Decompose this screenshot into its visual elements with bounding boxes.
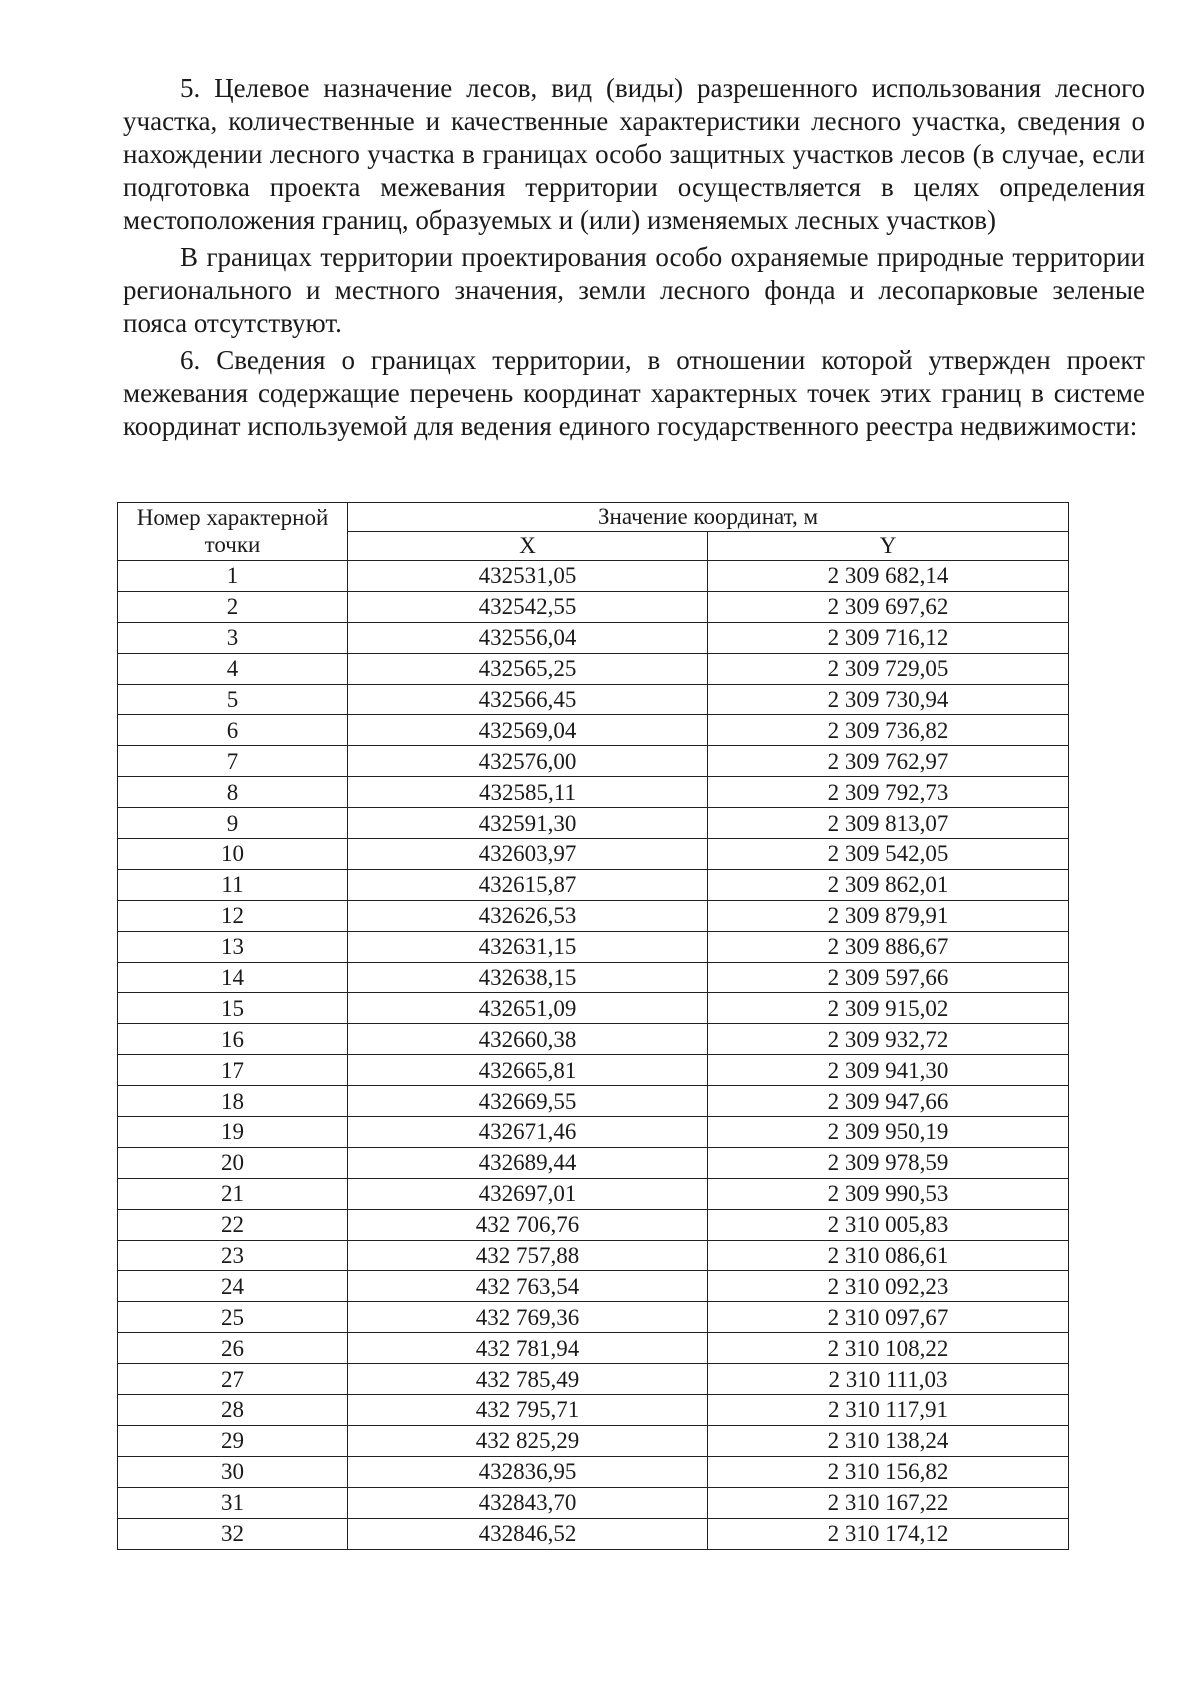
table-row xyxy=(118,1364,1069,1395)
y-coordinate-cell: 2 309 990,53 xyxy=(708,1178,1069,1209)
x-coordinate-cell: 432542,55 xyxy=(348,591,708,622)
x-coordinate-cell: 432 785,49 xyxy=(348,1364,708,1395)
point-number-cell: 17 xyxy=(118,1055,348,1086)
x-coordinate-cell: 432 769,36 xyxy=(348,1302,708,1333)
y-coordinate-cell: 2 309 978,59 xyxy=(708,1147,1069,1178)
table-row xyxy=(118,1055,1069,1086)
point-number-cell: 4 xyxy=(118,653,348,684)
x-coordinate-cell: 432689,44 xyxy=(348,1147,708,1178)
x-coordinate-cell: 432615,87 xyxy=(348,869,708,900)
table-row xyxy=(118,1178,1069,1209)
point-number-cell: 21 xyxy=(118,1178,348,1209)
point-number-cell: 9 xyxy=(118,808,348,839)
point-number-cell: 27 xyxy=(118,1364,348,1395)
x-coordinate-cell: 432671,46 xyxy=(348,1117,708,1148)
header-point-number: Номер характерной точки xyxy=(118,503,348,561)
table-row xyxy=(118,622,1069,653)
y-coordinate-cell: 2 310 167,22 xyxy=(708,1487,1069,1518)
y-coordinate-cell: 2 310 156,82 xyxy=(708,1456,1069,1487)
y-coordinate-cell: 2 309 950,19 xyxy=(708,1117,1069,1148)
point-number-cell: 12 xyxy=(118,900,348,931)
x-coordinate-cell: 432 706,76 xyxy=(348,1209,708,1240)
x-coordinate-cell: 432531,05 xyxy=(348,561,708,592)
y-coordinate-cell: 2 309 730,94 xyxy=(708,684,1069,715)
point-number-cell: 16 xyxy=(118,1024,348,1055)
y-coordinate-cell: 2 310 117,91 xyxy=(708,1395,1069,1426)
x-coordinate-cell: 432697,01 xyxy=(348,1178,708,1209)
point-number-cell: 5 xyxy=(118,684,348,715)
section-5-body: В границах территории проектирования особо охраняемые природные территории регионального и местного значения, земли лесного фонда и лесопарковые зеленые пояса отсутствуют. xyxy=(123,242,1145,338)
table-row xyxy=(118,777,1069,808)
section-5-heading: 5. Целевое назначение лесов, вид (виды) разрешенного использования лесного участка, количественные и качественные характеристики лесного участка, сведения о нахождении лесного участка в границах особо защитных участков лесов (в случае, если подготовка проекта межевания территории осуществляется в целях определения местоположения границ, образуемых и (или) изменяемых лесных участков) xyxy=(123,73,1145,235)
y-coordinate-cell: 2 309 697,62 xyxy=(708,591,1069,622)
point-number-cell: 8 xyxy=(118,777,348,808)
y-coordinate-cell: 2 309 915,02 xyxy=(708,993,1069,1024)
y-coordinate-cell: 2 309 682,14 xyxy=(708,561,1069,592)
x-coordinate-cell: 432603,97 xyxy=(348,839,708,870)
table-row xyxy=(118,1271,1069,1302)
point-number-cell: 22 xyxy=(118,1209,348,1240)
table-row xyxy=(118,839,1069,870)
header-x: X xyxy=(348,532,708,561)
point-number-cell: 6 xyxy=(118,715,348,746)
y-coordinate-cell: 2 309 736,82 xyxy=(708,715,1069,746)
y-coordinate-cell: 2 309 716,12 xyxy=(708,622,1069,653)
table-row xyxy=(118,1117,1069,1148)
table-row xyxy=(118,653,1069,684)
x-coordinate-cell: 432665,81 xyxy=(348,1055,708,1086)
point-number-cell: 18 xyxy=(118,1086,348,1117)
y-coordinate-cell: 2 309 886,67 xyxy=(708,931,1069,962)
y-coordinate-cell: 2 309 862,01 xyxy=(708,869,1069,900)
table-row xyxy=(118,1456,1069,1487)
table-row xyxy=(118,931,1069,962)
x-coordinate-cell: 432556,04 xyxy=(348,622,708,653)
table-row xyxy=(118,993,1069,1024)
x-coordinate-cell: 432626,53 xyxy=(348,900,708,931)
point-number-cell: 31 xyxy=(118,1487,348,1518)
y-coordinate-cell: 2 310 138,24 xyxy=(708,1425,1069,1456)
x-coordinate-cell: 432566,45 xyxy=(348,684,708,715)
y-coordinate-cell: 2 309 879,91 xyxy=(708,900,1069,931)
x-coordinate-cell: 432660,38 xyxy=(348,1024,708,1055)
x-coordinate-cell: 432651,09 xyxy=(348,993,708,1024)
table-row xyxy=(118,869,1069,900)
table-row xyxy=(118,684,1069,715)
document-text xyxy=(123,72,1145,443)
point-number-cell: 10 xyxy=(118,839,348,870)
point-number-cell: 32 xyxy=(118,1518,348,1549)
x-coordinate-cell: 432 757,88 xyxy=(348,1240,708,1271)
y-coordinate-cell: 2 309 542,05 xyxy=(708,839,1069,870)
x-coordinate-cell: 432846,52 xyxy=(348,1518,708,1549)
point-number-cell: 25 xyxy=(118,1302,348,1333)
table-row xyxy=(118,1302,1069,1333)
y-coordinate-cell: 2 310 097,67 xyxy=(708,1302,1069,1333)
point-number-cell: 19 xyxy=(118,1117,348,1148)
x-coordinate-cell: 432569,04 xyxy=(348,715,708,746)
point-number-cell: 29 xyxy=(118,1425,348,1456)
point-number-cell: 11 xyxy=(118,869,348,900)
coordinates-table-header xyxy=(118,503,1069,561)
y-coordinate-cell: 2 309 792,73 xyxy=(708,777,1069,808)
table-row xyxy=(118,1086,1069,1117)
coordinates-table-body xyxy=(118,561,1069,1550)
y-coordinate-cell: 2 309 597,66 xyxy=(708,962,1069,993)
x-coordinate-cell: 432565,25 xyxy=(348,653,708,684)
x-coordinate-cell: 432638,15 xyxy=(348,962,708,993)
header-coordinates: Значение координат, м xyxy=(348,503,1069,532)
table-row xyxy=(118,1024,1069,1055)
table-row xyxy=(118,1209,1069,1240)
y-coordinate-cell: 2 310 092,23 xyxy=(708,1271,1069,1302)
section-6-heading: 6. Сведения о границах территории, в отношении которой утвержден проект межевания содержащие перечень координат характерных точек этих границ в системе координат используемой для ведения единого государственного реестра недвижимости: xyxy=(123,345,1145,441)
point-number-cell: 15 xyxy=(118,993,348,1024)
y-coordinate-cell: 2 309 932,72 xyxy=(708,1024,1069,1055)
table-row xyxy=(118,746,1069,777)
x-coordinate-cell: 432 825,29 xyxy=(348,1425,708,1456)
point-number-cell: 1 xyxy=(118,561,348,592)
y-coordinate-cell: 2 309 762,97 xyxy=(708,746,1069,777)
y-coordinate-cell: 2 310 174,12 xyxy=(708,1518,1069,1549)
point-number-cell: 13 xyxy=(118,931,348,962)
point-number-cell: 3 xyxy=(118,622,348,653)
x-coordinate-cell: 432631,15 xyxy=(348,931,708,962)
x-coordinate-cell: 432836,95 xyxy=(348,1456,708,1487)
x-coordinate-cell: 432585,11 xyxy=(348,777,708,808)
y-coordinate-cell: 2 310 108,22 xyxy=(708,1333,1069,1364)
table-row xyxy=(118,1395,1069,1426)
coordinates-table xyxy=(117,502,1069,1550)
x-coordinate-cell: 432669,55 xyxy=(348,1086,708,1117)
y-coordinate-cell: 2 309 947,66 xyxy=(708,1086,1069,1117)
point-number-cell: 20 xyxy=(118,1147,348,1178)
table-row xyxy=(118,1333,1069,1364)
y-coordinate-cell: 2 309 941,30 xyxy=(708,1055,1069,1086)
point-number-cell: 28 xyxy=(118,1395,348,1426)
table-row xyxy=(118,900,1069,931)
table-row xyxy=(118,1425,1069,1456)
x-coordinate-cell: 432 795,71 xyxy=(348,1395,708,1426)
y-coordinate-cell: 2 310 111,03 xyxy=(708,1364,1069,1395)
table-row xyxy=(118,962,1069,993)
table-row xyxy=(118,1240,1069,1271)
x-coordinate-cell: 432843,70 xyxy=(348,1487,708,1518)
point-number-cell: 24 xyxy=(118,1271,348,1302)
point-number-cell: 14 xyxy=(118,962,348,993)
y-coordinate-cell: 2 309 813,07 xyxy=(708,808,1069,839)
point-number-cell: 30 xyxy=(118,1456,348,1487)
point-number-cell: 2 xyxy=(118,591,348,622)
y-coordinate-cell: 2 310 005,83 xyxy=(708,1209,1069,1240)
point-number-cell: 7 xyxy=(118,746,348,777)
x-coordinate-cell: 432576,00 xyxy=(348,746,708,777)
point-number-cell: 23 xyxy=(118,1240,348,1271)
y-coordinate-cell: 2 310 086,61 xyxy=(708,1240,1069,1271)
y-coordinate-cell: 2 309 729,05 xyxy=(708,653,1069,684)
x-coordinate-cell: 432 763,54 xyxy=(348,1271,708,1302)
point-number-cell: 26 xyxy=(118,1333,348,1364)
x-coordinate-cell: 432 781,94 xyxy=(348,1333,708,1364)
table-row xyxy=(118,591,1069,622)
header-y: Y xyxy=(708,532,1069,561)
table-row xyxy=(118,1147,1069,1178)
table-row xyxy=(118,1518,1069,1549)
table-row xyxy=(118,561,1069,592)
table-row xyxy=(118,808,1069,839)
table-row xyxy=(118,715,1069,746)
x-coordinate-cell: 432591,30 xyxy=(348,808,708,839)
table-row xyxy=(118,1487,1069,1518)
